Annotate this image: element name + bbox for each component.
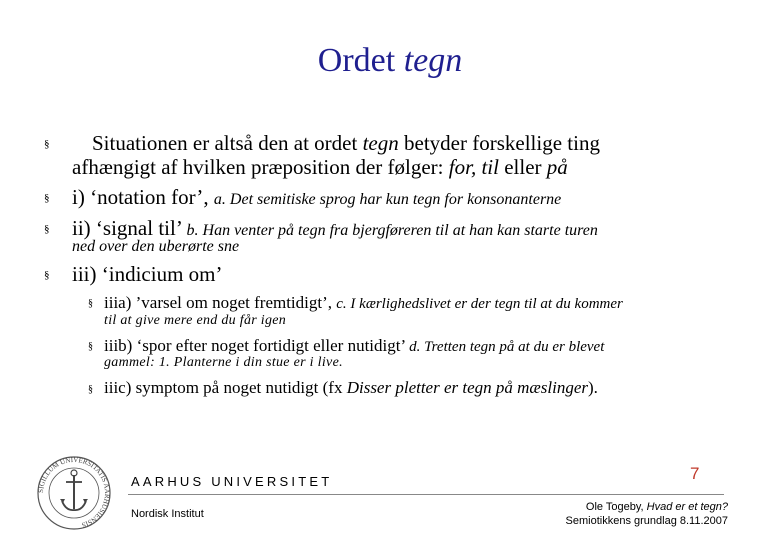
bullet-3: ii) ‘signal til’ b. Han venter på tegn fra bjergføreren til at han kan starte turen bbox=[72, 216, 598, 240]
page-number: 7 bbox=[690, 464, 700, 483]
institute-name: Nordisk Institut bbox=[131, 508, 204, 520]
sub-bullet-marker: § bbox=[88, 298, 93, 309]
bullet-1-line-1: Situationen er altså den at ordet tegn betyder forskellige ting bbox=[92, 131, 600, 155]
sub-bullet-b: iiib) ‘spor efter noget fortidigt eller nutidigt’ d. Tretten tegn på at du er blevet bbox=[104, 336, 605, 355]
bullet-marker: § bbox=[44, 223, 50, 235]
footer-course: Semiotikkens grundlag 8.11.2007 bbox=[565, 515, 728, 527]
sub-bullet-c: iiic) symptom på noget nutidigt (fx Disser pletter er tegn på mæslinger). bbox=[104, 378, 598, 397]
bullet-1-line-2: afhængigt af hvilken præposition der følger: for, til eller på bbox=[72, 155, 568, 179]
bullet-2: i) ‘notation for’, a. Det semitiske sprog har kun tegn for konsonanterne bbox=[72, 185, 562, 209]
footer-author: Ole Togeby, Hvad er et tegn? bbox=[585, 501, 728, 513]
bullet-4: iii) ‘indicium om’ bbox=[72, 262, 223, 286]
sub-bullet-marker: § bbox=[88, 341, 93, 352]
title-italic: tegn bbox=[403, 42, 463, 79]
bullet-marker: § bbox=[44, 138, 50, 150]
footer-divider bbox=[128, 494, 724, 495]
university-name: AARHUS UNIVERSITET bbox=[131, 474, 333, 489]
sub-bullet-a-continuation: til at give mere end du får igen bbox=[104, 313, 287, 328]
bullet-3-continuation: ned over den uberørte sne bbox=[72, 238, 240, 255]
university-seal-logo bbox=[36, 455, 112, 531]
title-main: Ordet bbox=[317, 42, 396, 79]
bullet-marker: § bbox=[44, 269, 50, 281]
sub-bullet-a: iiia) ’varsel om noget fremtidigt’, c. I kærlighedslivet er der tegn til at du kommer bbox=[104, 293, 623, 312]
sub-bullet-marker: § bbox=[88, 384, 93, 395]
bullet-marker: § bbox=[44, 192, 50, 204]
sub-bullet-b-continuation: gammel: 1. Planterne i din stue er i live. bbox=[104, 355, 343, 370]
svg-text:SIGILLUM UNIVERSITATIS AARHUSI: SIGILLUM UNIVERSITATIS AARHUSIENSIS bbox=[36, 455, 112, 529]
slide-title bbox=[0, 42, 780, 80]
